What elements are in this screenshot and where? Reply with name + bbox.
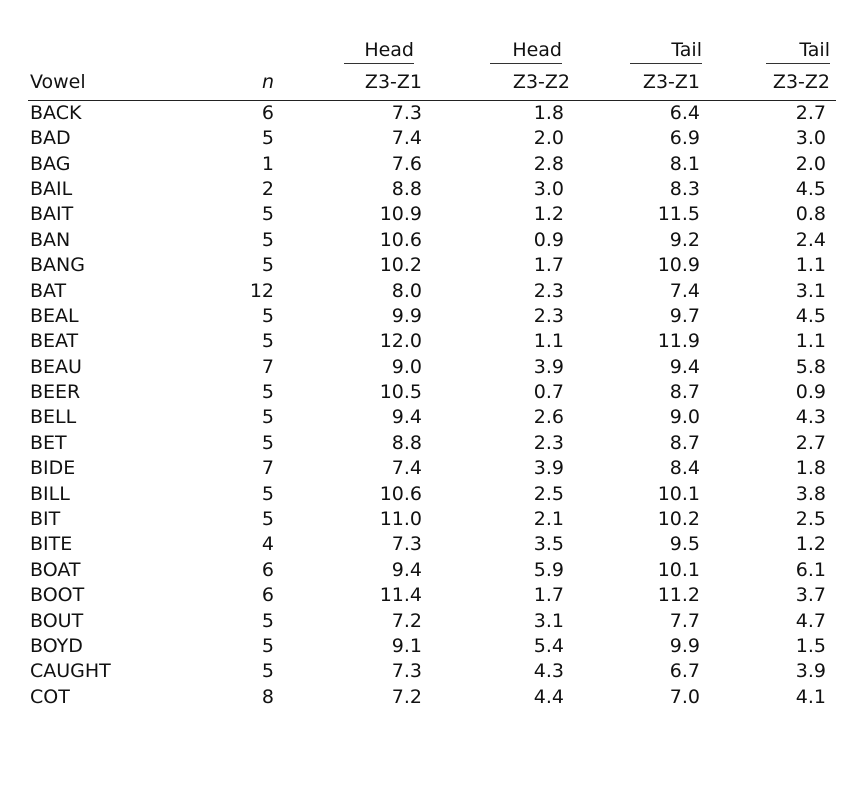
cell-head-z3z1: 8.8 [391, 177, 422, 200]
table-row [28, 431, 836, 456]
cell-vowel: BAN [30, 228, 71, 251]
cell-vowel: BAG [30, 152, 71, 175]
column-header-head-z3z2: Z3-Z2 [434, 64, 574, 101]
cell-head-z3z2: 2.3 [533, 304, 564, 327]
table-row [28, 685, 836, 710]
cell-vowel: BIDE [30, 457, 76, 480]
table-row [28, 304, 836, 329]
cell-tail-z3z2: 1.5 [795, 635, 826, 657]
column-header-head-z3z1: Z3-Z1 [282, 64, 434, 101]
cell-tail-z3z2: 3.7 [795, 584, 826, 607]
cell-tail-z3z1: 9.2 [669, 228, 700, 251]
cell-vowel: BEAU [30, 355, 82, 378]
cell-n: 7 [261, 457, 274, 480]
cell-head-z3z2: 2.5 [533, 482, 564, 505]
cell-head-z3z1: 7.2 [391, 685, 422, 708]
cell-tail-z3z1: 7.0 [669, 685, 700, 708]
cell-tail-z3z2: 3.0 [795, 127, 826, 150]
cell-tail-z3z2: 1.1 [795, 330, 826, 353]
cell-head-z3z2: 4.3 [533, 660, 564, 683]
cell-head-z3z2: 2.1 [533, 508, 564, 531]
cell-tail-z3z2: 1.2 [795, 533, 826, 556]
cell-tail-z3z2: 4.5 [795, 177, 826, 200]
cell-tail-z3z2: 2.4 [795, 228, 826, 251]
cell-tail-z3z1: 8.3 [669, 177, 700, 200]
cell-vowel: BEAL [30, 304, 79, 327]
cell-head-z3z2: 5.9 [533, 558, 564, 581]
column-header-row [28, 64, 836, 101]
table-row [28, 101, 836, 127]
cell-tail-z3z2: 2.7 [795, 102, 826, 124]
table-row [28, 380, 836, 405]
cell-head-z3z1: 7.3 [391, 533, 422, 556]
cell-vowel: BAIT [30, 203, 74, 226]
cell-tail-z3z2: 3.9 [795, 660, 826, 683]
cell-tail-z3z1: 10.9 [657, 254, 700, 277]
table-row [28, 405, 836, 430]
table-row [28, 177, 836, 202]
cell-n: 5 [261, 406, 274, 429]
cell-vowel: BIT [30, 508, 61, 531]
table-row [28, 481, 836, 506]
cell-n: 5 [261, 330, 274, 353]
data-table-container [28, 34, 836, 710]
table-row [28, 456, 836, 481]
cell-vowel: BAD [30, 127, 71, 150]
cell-tail-z3z2: 3.1 [795, 279, 826, 302]
cell-tail-z3z1: 8.1 [669, 152, 700, 175]
cell-head-z3z1: 7.3 [391, 102, 422, 124]
cell-n: 1 [261, 152, 274, 175]
cell-tail-z3z1: 9.0 [669, 406, 700, 429]
cell-n: 7 [261, 355, 274, 378]
cell-tail-z3z2: 2.5 [795, 508, 826, 531]
cell-vowel: BEER [30, 381, 81, 404]
cell-head-z3z2: 1.2 [533, 203, 564, 226]
cell-tail-z3z1: 11.5 [657, 203, 700, 226]
cell-vowel: BILL [30, 482, 70, 505]
group-header-tail-1: Tail [574, 34, 712, 64]
cell-vowel: BOAT [30, 558, 81, 581]
cell-head-z3z2: 2.3 [533, 279, 564, 302]
table-row [28, 329, 836, 354]
cell-head-z3z2: 5.4 [533, 635, 564, 657]
cell-tail-z3z1: 9.7 [669, 304, 700, 327]
cell-head-z3z2: 3.1 [533, 609, 564, 632]
cell-head-z3z2: 1.7 [533, 584, 564, 607]
cell-tail-z3z1: 6.7 [669, 660, 700, 683]
cell-vowel: BAIL [30, 177, 73, 200]
cell-tail-z3z1: 10.2 [657, 508, 700, 531]
cell-tail-z3z2: 2.0 [795, 152, 826, 175]
cell-head-z3z1: 11.4 [379, 584, 422, 607]
cell-n: 5 [261, 254, 274, 277]
cell-vowel: BACK [30, 102, 82, 124]
table-row [28, 608, 836, 633]
cell-n: 5 [261, 304, 274, 327]
cell-head-z3z1: 8.8 [391, 431, 422, 454]
cell-vowel: BET [30, 431, 67, 454]
column-header-tail-z3z2: Z3-Z2 [712, 64, 836, 101]
cell-head-z3z2: 1.7 [533, 254, 564, 277]
table-row [28, 126, 836, 151]
cell-vowel: BOOT [30, 584, 85, 607]
cell-head-z3z1: 9.0 [391, 355, 422, 378]
cell-head-z3z1: 7.3 [391, 660, 422, 683]
cell-vowel: BEAT [30, 330, 79, 353]
cell-n: 2 [261, 177, 274, 200]
cell-head-z3z1: 7.4 [391, 457, 422, 480]
cell-n: 5 [261, 203, 274, 226]
cell-tail-z3z2: 1.1 [795, 254, 826, 277]
table-row [28, 278, 836, 303]
cell-head-z3z2: 3.5 [533, 533, 564, 556]
table-row [28, 507, 836, 532]
cell-head-z3z1: 9.4 [391, 558, 422, 581]
table-row [28, 355, 836, 380]
table-row [28, 532, 836, 557]
cell-tail-z3z2: 6.1 [795, 558, 826, 581]
cell-head-z3z1: 10.2 [379, 254, 422, 277]
cell-n: 5 [261, 228, 274, 251]
cell-tail-z3z1: 8.4 [669, 457, 700, 480]
cell-head-z3z2: 2.0 [533, 127, 564, 150]
cell-tail-z3z1: 7.4 [669, 279, 700, 302]
column-header-n: n [178, 64, 282, 101]
table-row [28, 253, 836, 278]
cell-tail-z3z1: 10.1 [657, 558, 700, 581]
cell-vowel: BITE [30, 533, 73, 556]
cell-n: 5 [261, 127, 274, 150]
cell-tail-z3z2: 3.8 [795, 482, 826, 505]
table-row [28, 558, 836, 583]
cell-n: 5 [261, 381, 274, 404]
cell-head-z3z1: 9.9 [391, 304, 422, 327]
cell-head-z3z1: 10.6 [379, 228, 422, 251]
cell-vowel: CAUGHT [30, 660, 111, 683]
cell-tail-z3z2: 0.9 [795, 381, 826, 404]
cell-tail-z3z2: 2.7 [795, 431, 826, 454]
cell-head-z3z2: 3.9 [533, 457, 564, 480]
cell-vowel: BANG [30, 254, 85, 277]
cell-head-z3z2: 2.3 [533, 431, 564, 454]
cell-head-z3z2: 2.8 [533, 152, 564, 175]
group-header-head-2: Head [434, 34, 574, 64]
cell-head-z3z1: 10.6 [379, 482, 422, 505]
group-header-row [28, 34, 836, 64]
cell-tail-z3z2: 5.8 [795, 355, 826, 378]
cell-n: 5 [261, 635, 274, 657]
cell-n: 5 [261, 660, 274, 683]
cell-head-z3z1: 10.5 [379, 381, 422, 404]
group-header-tail-2: Tail [712, 34, 836, 64]
cell-tail-z3z2: 4.3 [795, 406, 826, 429]
cell-vowel: COT [30, 685, 70, 708]
cell-tail-z3z1: 11.2 [657, 584, 700, 607]
cell-head-z3z1: 10.9 [379, 203, 422, 226]
cell-head-z3z2: 0.9 [533, 228, 564, 251]
cell-n: 12 [249, 279, 274, 302]
cell-head-z3z1: 7.6 [391, 152, 422, 175]
cell-tail-z3z1: 6.4 [669, 102, 700, 124]
cell-tail-z3z1: 7.7 [669, 609, 700, 632]
cell-n: 6 [261, 558, 274, 581]
cell-n: 5 [261, 482, 274, 505]
cell-head-z3z1: 9.1 [391, 635, 422, 657]
cell-head-z3z2: 2.6 [533, 406, 564, 429]
cell-vowel: BELL [30, 406, 77, 429]
table-row [28, 659, 836, 684]
table-body [28, 101, 836, 710]
cell-tail-z3z2: 1.8 [795, 457, 826, 480]
group-header-head-1: Head [282, 34, 434, 64]
cell-tail-z3z1: 6.9 [669, 127, 700, 150]
table-header [28, 34, 836, 101]
formant-table [28, 34, 836, 710]
cell-head-z3z1: 8.0 [391, 279, 422, 302]
cell-head-z3z2: 3.9 [533, 355, 564, 378]
cell-head-z3z2: 1.8 [533, 102, 564, 124]
cell-n: 5 [261, 431, 274, 454]
cell-n: 6 [261, 584, 274, 607]
cell-head-z3z2: 4.4 [533, 685, 564, 708]
cell-head-z3z1: 11.0 [379, 508, 422, 531]
cell-tail-z3z2: 4.5 [795, 304, 826, 327]
cell-vowel: BOYD [30, 635, 83, 657]
column-header-vowel: Vowel [28, 64, 178, 101]
table-row [28, 228, 836, 253]
table-row [28, 151, 836, 176]
table-row [28, 583, 836, 608]
table-row [28, 202, 836, 227]
cell-tail-z3z1: 8.7 [669, 381, 700, 404]
cell-n: 5 [261, 609, 274, 632]
cell-head-z3z2: 0.7 [533, 381, 564, 404]
cell-tail-z3z2: 4.1 [795, 685, 826, 708]
cell-n: 4 [261, 533, 274, 556]
cell-n: 5 [261, 508, 274, 531]
column-header-tail-z3z1: Z3-Z1 [574, 64, 712, 101]
cell-tail-z3z2: 4.7 [795, 609, 826, 632]
cell-head-z3z1: 9.4 [391, 406, 422, 429]
cell-tail-z3z1: 10.1 [657, 482, 700, 505]
cell-vowel: BAT [30, 279, 67, 302]
cell-n: 8 [261, 685, 274, 708]
cell-head-z3z2: 3.0 [533, 177, 564, 200]
cell-vowel: BOUT [30, 609, 84, 632]
cell-tail-z3z1: 11.9 [657, 330, 700, 353]
cell-head-z3z1: 12.0 [379, 330, 422, 353]
cell-head-z3z1: 7.2 [391, 609, 422, 632]
table-row [28, 634, 836, 659]
cell-tail-z3z1: 8.7 [669, 431, 700, 454]
cell-head-z3z2: 1.1 [533, 330, 564, 353]
cell-tail-z3z1: 9.9 [669, 635, 700, 657]
cell-tail-z3z1: 9.5 [669, 533, 700, 556]
cell-tail-z3z1: 9.4 [669, 355, 700, 378]
cell-tail-z3z2: 0.8 [795, 203, 826, 226]
cell-n: 6 [261, 102, 274, 124]
cell-head-z3z1: 7.4 [391, 127, 422, 150]
